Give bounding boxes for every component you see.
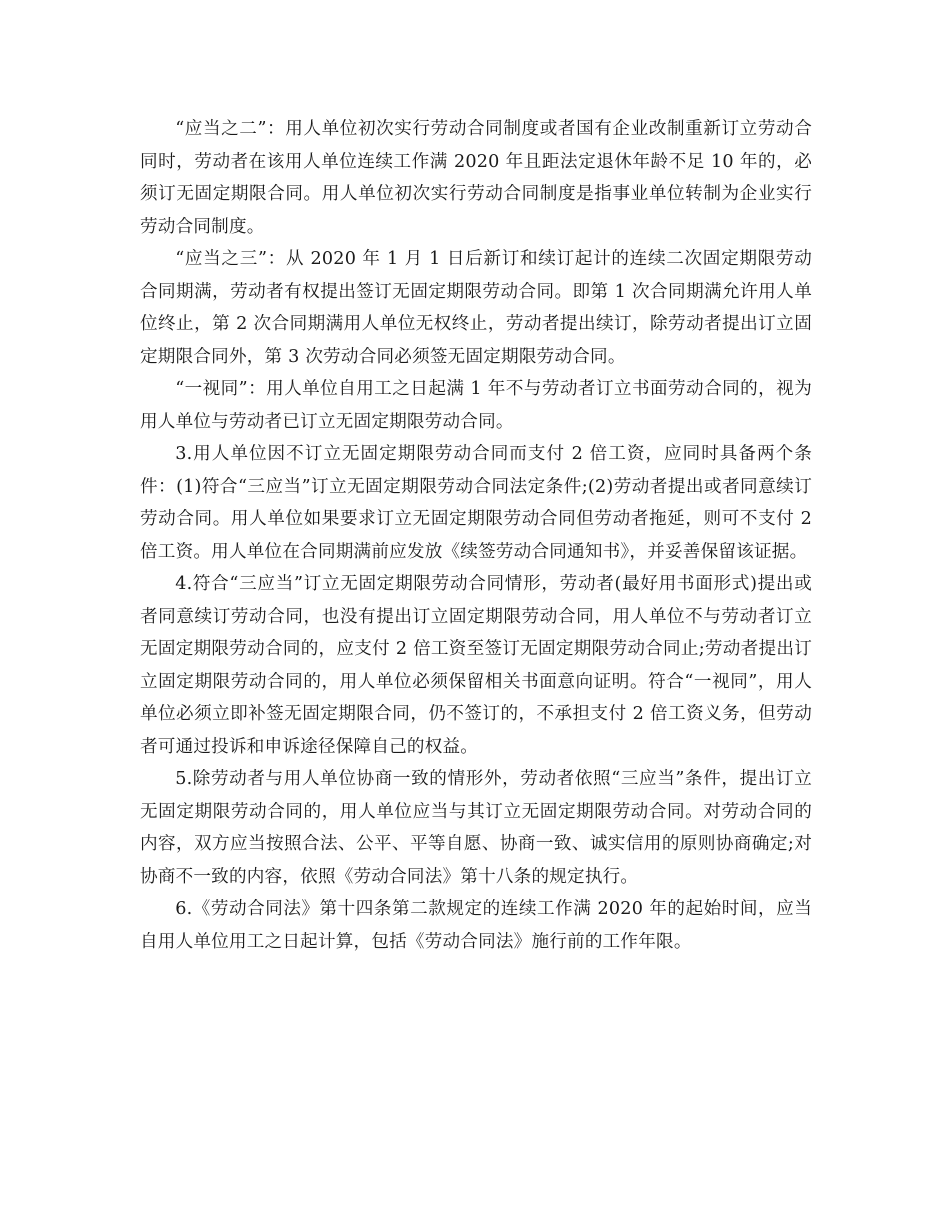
paragraph-should-two: “应当之二”：用人单位初次实行劳动合同制度或者国有企业改制重新订立劳动合同时，劳动者在该用人单位连续工作满 2020 年且距法定退休年龄不足 10 年的，必须订无固定期限合同。用人单位初次实行劳动合同制度是指事业单位转制为企业实行劳动合同制度。	[140, 119, 812, 237]
paragraph-item-6: 6.《劳动合同法》第十四条第二款规定的连续工作满 2020 年的起始时间，应当自用人单位用工之日起计算，包括《劳动合同法》施行前的工作年限。	[140, 899, 812, 952]
paragraph-deemed-same: “一视同”：用人单位自用工之日起满 1 年不与劳动者订立书面劳动合同的，视为用人单位与劳动者已订立无固定期限劳动合同。	[140, 379, 812, 432]
paragraph-item-4: 4.符合“三应当”订立无固定期限劳动合同情形，劳动者(最好用书面形式)提出或者同意续订劳动合同，也没有提出订立固定期限劳动合同，用人单位不与劳动者订立无固定期限劳动合同的，应支付 2 倍工资至签订无固定期限劳动合同止;劳动者提出订立固定期限劳动合同的，用人单位必须保留相关书面意向证明。符合“一视同”，用人单位必须立即补签无固定期限合同，仍不签订的，不承担支付 2 倍工资义务，但劳动者可通过投诉和申诉途径保障自己的权益。	[140, 574, 812, 757]
paragraph-item-5: 5.除劳动者与用人单位协商一致的情形外，劳动者依照“三应当”条件，提出订立无固定期限劳动合同的，用人单位应当与其订立无固定期限劳动合同。对劳动合同的内容，双方应当按照合法、公平、平等自愿、协商一致、诚实信用的原则协商确定;对协商不一致的内容，依照《劳动合同法》第十八条的规定执行。	[140, 769, 812, 887]
paragraph-item-3: 3.用人单位因不订立无固定期限劳动合同而支付 2 倍工资，应同时具备两个条件：(1)符合“三应当”订立无固定期限劳动合同法定条件;(2)劳动者提出或者同意续订劳动合同。用人单位如果要求订立无固定期限劳动合同但劳动者拖延，则可不支付 2 倍工资。用人单位在合同期满前应发放《续签劳动合同通知书》，并妥善保留该证据。	[140, 444, 812, 562]
paragraph-should-three: “应当之三”：从 2020 年 1 月 1 日后新订和续订起计的连续二次固定期限劳动合同期满，劳动者有权提出签订无固定期限劳动合同。即第 1 次合同期满允许用人单位终止，第 2 次合同期满用人单位无权终止，劳动者提出续订，除劳动者提出订立固定期限合同外，第 3 次劳动合同必须签无固定期限劳动合同。	[140, 249, 812, 367]
document-page	[140, 113, 812, 958]
